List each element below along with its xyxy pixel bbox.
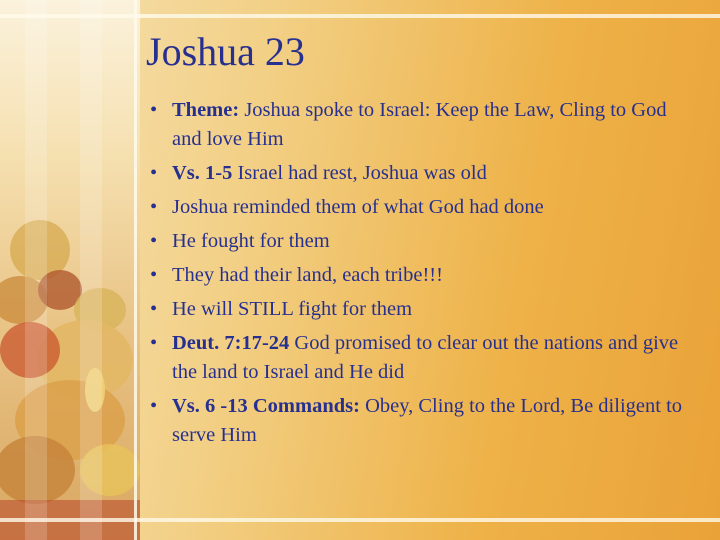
bullet-text: Joshua spoke to Israel: Keep the Law, Cling to God and love Him (172, 99, 667, 150)
bullet-bold: Vs. 6 -13 Commands: (172, 395, 360, 417)
bullet-dot: • (150, 332, 158, 354)
bullet-text: Joshua reminded them of what God had done (172, 196, 544, 218)
top-band (0, 14, 720, 18)
bullet-text: He fought for them (172, 230, 330, 252)
bullet-bold: Theme: (172, 99, 240, 121)
bullet-item (150, 392, 695, 450)
bullet-dot: • (150, 264, 158, 286)
bullet-text: They had their land, each tribe!!! (172, 264, 443, 286)
bullet-text: God promised to clear out the nations and give the land to Israel and He did (172, 332, 679, 383)
bullet-text: Israel had rest, Joshua was old (232, 162, 487, 184)
harvest-illustration (0, 0, 140, 540)
bullet-dot: • (150, 395, 158, 417)
bullet-item (150, 159, 695, 188)
vertical-divider (134, 0, 137, 540)
bullet-dot: • (150, 162, 158, 184)
bullet-dot: • (150, 230, 158, 252)
bullet-text: He will STILL fight for them (172, 298, 413, 320)
bullet-bold: Deut. 7:17-24 (172, 332, 290, 354)
autumn-harvest-image (0, 0, 140, 540)
bullet-item (150, 193, 695, 222)
bullet-item (150, 96, 695, 154)
slide-title: Joshua 23 (146, 29, 305, 74)
bottom-band (0, 518, 720, 522)
bullet-dot: • (150, 196, 158, 218)
bullet-item (150, 261, 695, 290)
bullet-dot: • (150, 99, 158, 121)
bullet-dot: • (150, 298, 158, 320)
bullet-item (150, 295, 695, 324)
bullet-item (150, 227, 695, 256)
bullet-text: Obey, Cling to the Lord, Be diligent to serve Him (172, 395, 683, 446)
bullet-list (150, 96, 695, 455)
bullet-item (150, 329, 695, 387)
bullet-bold: Vs. 1-5 (172, 162, 233, 184)
